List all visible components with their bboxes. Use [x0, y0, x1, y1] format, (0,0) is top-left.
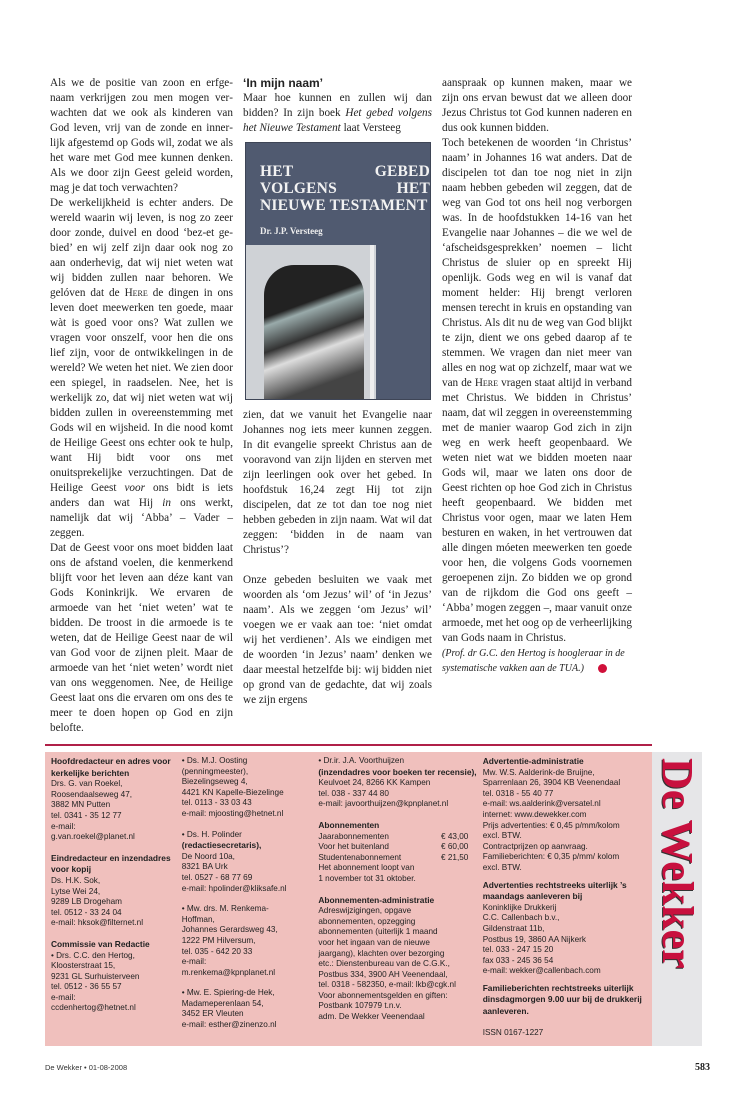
colophon-line: tel. 035 - 642 20 33: [181, 946, 253, 956]
colophon-line: ISSN 0167-1227: [482, 1027, 544, 1037]
colophon-line: De Noord 10a,: [181, 851, 235, 861]
colophon-line: • Ds. M.J. Oosting: [181, 756, 248, 765]
section-heading: ‘In mijn naam’: [243, 76, 324, 90]
colophon-heading: [318, 895, 478, 907]
end-bullet-icon: [598, 664, 607, 673]
colophon-heading-text: Abonnementen-administratie: [318, 894, 435, 905]
colophon-line: Gildenstraat 11b,: [482, 923, 545, 933]
colophon-line: • Mw. E. Spiering-de Hek,: [181, 988, 275, 998]
colophon-heading-text: Commissie van Redactie: [51, 938, 150, 949]
colophon-line: e-mail: hksok@filternet.nl: [51, 918, 144, 928]
colophon-line: Koninklijke Drukkerij: [482, 902, 557, 912]
colophon-heading: [483, 880, 646, 903]
colophon-line: Postbus 19, 3860 AA Nijkerk: [482, 934, 587, 944]
spacer: [182, 978, 315, 988]
colophon-heading-text: Advertenties rechtstreeks uiterlijk ’s maandags aanleveren bij: [482, 879, 627, 902]
colophon-line: excl. BTW.: [482, 862, 522, 872]
colophon-heading: [483, 756, 646, 768]
colophon-line: m.renkema@kpnplanet.nl: [181, 967, 276, 977]
colophon-line: Hoffman,: [181, 914, 215, 924]
colophon-column: [318, 756, 478, 1038]
colophon-line: • Drs. C.C. den Hertog,: [51, 950, 135, 960]
colophon-line: e-mail: esther@zinenzo.nl: [181, 1020, 277, 1030]
colophon-line: fax 033 - 245 36 54: [482, 955, 554, 965]
colophon-line: e-mail: hpolinder@kliksafe.nl: [181, 883, 287, 893]
colophon-line: 3882 MN Putten: [51, 800, 111, 810]
colophon-line: tel. 033 - 247 15 20: [482, 945, 554, 955]
colophon-heading-text: Advertentie-administratie: [482, 756, 584, 766]
colophon-line: Keulvoet 24, 8266 KK Kampen: [318, 778, 431, 788]
price-cell: € 43,00: [441, 831, 469, 841]
colophon-line: internet: www.dewekker.com: [482, 809, 587, 819]
colophon-line: Adreswijzigingen, opgave: [318, 906, 412, 916]
colophon-line: e-mail:: [181, 957, 207, 967]
paragraph: aanspraak op kunnen maken, maar we zijn ons ervan bewust dat we alleen door Jezus Christus tot God kunnen naderen en dus ook kunnen bidden.: [442, 77, 632, 134]
colophon-line: etc.: Dienstenbureau van de C.G.K.,: [318, 959, 450, 969]
colophon-heading-text: Abonnementen: [318, 819, 380, 830]
colophon-line: tel. 0318 - 582350, e-mail: lkb@cgk.nl: [318, 980, 456, 990]
colophon-line: Mw. W.S. Aalderink-de Bruijne,: [482, 767, 595, 777]
colophon-line: tel. 0318 - 55 40 77: [482, 788, 554, 798]
colophon-line: e-mail:: [51, 992, 76, 1002]
page-number: 583: [695, 1062, 710, 1074]
article: [50, 76, 632, 736]
book-author: Dr. J.P. Versteeg: [260, 226, 323, 236]
colophon-heading-text: (redactiesecretaris),: [181, 840, 262, 851]
price-row: [318, 853, 468, 864]
colophon-line: tel. 0527 - 68 77 69: [181, 872, 253, 882]
colophon-line: e-mail: mjoosting@hetnet.nl: [181, 808, 284, 818]
spacer: [483, 1018, 646, 1028]
colophon-line: adm. De Wekker Veenendaal: [318, 1012, 425, 1022]
colophon-heading: [51, 756, 178, 779]
colophon-line: Madameperenlaan 54,: [181, 998, 264, 1008]
colophon-column: [182, 756, 315, 1038]
price-row: [318, 832, 468, 843]
author-note: (Prof. dr G.C. den Hertog is hoogleraar in de systematische vakken aan de TUA.): [442, 648, 625, 674]
colophon-line: Ds. H.K. Sok,: [51, 875, 101, 885]
colophon-line: Het abonnement loopt van: [318, 863, 415, 873]
colophon-line: 3452 ER Vleuten: [181, 1009, 244, 1019]
colophon-line: abonnementen, opzegging: [318, 916, 416, 926]
paragraph: Onze gebeden besluiten we vaak met woorden als ‘om Jezus’ wil’ of ‘in Jezus’ naam’. Als we zeggen ‘om Jezus’ wil’ voegen we er vaak aan toe: ‘niet omdat wij het verdienen’. Als we eindigen met de woorden ‘in Jezus’ naam’ denken we daar meestal hetzelfde bij: wij bidden niet op grond van de gedachte, dat wij zoals we zijn ergens: [243, 574, 432, 706]
colophon-line: jaargang), klachten over bezorging: [318, 948, 445, 958]
colophon-line: tel. 0512 - 36 55 57: [51, 982, 122, 992]
colophon-line: voor het ingaan van de nieuwe: [318, 937, 430, 947]
spacer: [182, 894, 315, 904]
colophon-line: Kloosterstraat 15,: [51, 961, 116, 971]
paragraph: Toch betekenen de woorden ‘in Christus’ naam’ in Johannes 16 wat anders. Dat de discipelen tot dan toe nog niet in zijn naam hebben gebeden wil zeggen, dat de weg van God tot ons heil nog verborgen was. In de hoofdstukken 14-16 van het Evangelie naar Johannes – die we wel de ‘afscheidsgesprekken’ noemen – licht Christus de sluier op en spreekt Hij openlijk. Gods weg en wil is vanaf dat moment helder: Hij brengt verloren mensen terecht in kruis en opstanding van Christus. Als dit nu de weg van God blijkt te zijn, dient we ons gebed daarop af te stemmen. We vragen dan niet meer van alles en nog wat op zichzelf, maar wat we van de Here vragen staat altijd in verband met Christus. We bidden in Christus’ naam, dat wil zeggen in overeenstemming met de manier waarop God zich in zijn weg en werk heeft geopenbaard. We weten niet wat we bidden moeten naar Gods wil, maar we laten ons door de Geest richten op hoe God zich in Christus heeft geopenbaard. We bidden met Christus voor ogen, maar we laten Hem besturen en waken, in het vertrouwen dat alle dingen móeten meewerken ten goede voor hen, die volgens Gods voornemen geroepenen zijn. Zo bidden we op grond van de rijkdom die God ons geeft – ‘Abba’ mogen zeggen –, maar vanuit onze armoede, met het oog op de verheerlijking van Gods naam in Christus.: [442, 137, 633, 644]
article-column-2: [243, 76, 432, 708]
spacer: [51, 929, 178, 939]
book-cover-image: [245, 142, 431, 400]
article-column-1: [50, 76, 233, 736]
colophon-line: tel. 0512 - 33 24 04: [51, 907, 122, 917]
spacer: [318, 885, 478, 895]
colophon-heading: [318, 767, 478, 779]
colophon-line: • Mw. drs. M. Renkema-: [181, 904, 269, 914]
colophon-line: e-mail: javoorthuijzen@kpnplanet.nl: [318, 799, 449, 809]
colophon-line: 9289 LB Drogeham: [51, 897, 123, 907]
paragraph: Dat de Geest voor ons moet bidden laat ons de afstand voelen, die kenmerkend blijft voor het leven aan déze kant van Gods Koninkrijk. We ervaren de armoede van het ‘niet weten’ wat te bidden. De troost in die armoede is te weten, dat de Heilige Geest naar de wil van God voor de zijnen pleit. Maar de armoede van het ‘niet weten’ wordt niet van ons weggenomen. Nee, de Heilige Geest laat ons die ervaren om ons des te meer te doen hopen op God en zijn belofte.: [50, 542, 233, 734]
colophon-line: tel. 038 - 337 44 80: [318, 788, 389, 798]
colophon-column: [483, 756, 646, 1038]
paragraph: De werkelijkheid is echter anders. De wereld waarin wij leven, is nog zo zeer door zonde, duivel en dood ‘bez-et gebied’ en wij zelf zijn daar ook nog zo aan onderhevig, dat wij niet weten wat wij bidden zullen naar behoren. We gelóven dat de Here de dingen in ons leven doet meewerken ten goede, maar wàt is goed voor ons? Wat zullen we vragen voor onszelf, voor hen die ons lief zijn, voor de ontwikkelingen in de wereld? We weten het niet. We zien door een spiegel, in raadselen. Nee, het is werkelijk zo, dat wij niet weten wat wij bidden zullen in overeenstemming met Gods wil en wijsheid. In die nood komt de Heilige Geest ons echter ook te hulp, want Hij bidt voor ons met onuitsprekelijke verzuchtingen. Dat de Heilige Geest voor ons bidt is iets anders dan wat Hij in ons werkt, namelijk dat wij ‘Abba’ – Vader – zeggen.: [50, 197, 234, 539]
colophon-line: 4421 KN Kapelle-Biezelinge: [181, 787, 284, 797]
colophon-heading: [51, 853, 178, 876]
colophon-line: e-mail:: [51, 821, 76, 831]
colophon-line: Postbus 334, 3900 AH Veenendaal,: [318, 969, 448, 979]
colophon-line: Contractprijzen op aanvraag.: [482, 841, 588, 851]
colophon-line: Prijs advertenties: € 0,45 p/mm/kolom: [482, 820, 620, 830]
price-row: [318, 842, 468, 853]
colophon-heading: [182, 840, 315, 852]
spacer: [51, 843, 178, 853]
colophon-heading: [318, 820, 478, 832]
colophon-line: 1222 PM Hilversum,: [181, 935, 256, 945]
logo-strip: [652, 752, 702, 1046]
paragraph: zien, dat we vanuit het Evangelie naar Johannes nog iets meer kunnen zeggen. In dit evangelie spreekt Christus aan de vooravond van zijn lijden en sterven met zijn leerlingen ook over het gebed. In hoofdstuk 16,24 zegt Hij tot zijn discipelen, dat ze tot dan toe nog niet hebben gebeden in zijn naam. Wat wil dat zeggen: ‘bidden in de naam van Christus’?: [243, 409, 432, 556]
masthead-logo: De Wekker: [653, 758, 702, 969]
colophon-line: Voor abonnementsgelden en giften:: [318, 990, 448, 1000]
price-cell: Voor het buitenland: [318, 842, 389, 852]
colophon-line: g.van.roekel@planet.nl: [51, 832, 135, 842]
colophon-line: (penningmeester),: [181, 766, 249, 776]
colophon-line: e-mail: ws.aalderink@versatel.nl: [482, 799, 601, 809]
colophon-heading: [51, 939, 178, 951]
footer-issue: De Wekker • 01-08-2008: [45, 1063, 128, 1073]
colophon-line: excl. BTW.: [482, 831, 522, 841]
paragraph: Maar hoe kunnen en zullen wij dan bidden? In zijn boek Het gebed volgens het Nieuwe Testament laat Versteeg: [243, 92, 432, 134]
price-cell: € 60,00: [441, 842, 469, 852]
spacer: [318, 810, 478, 820]
colophon-line: 8321 BA Urk: [181, 862, 228, 872]
cover-illustration: [246, 245, 376, 400]
divider: [45, 744, 652, 746]
colophon-heading-text: (inzendadres voor boeken ter recensie),: [318, 766, 477, 777]
colophon-line: tel. 0113 - 33 03 43: [181, 798, 252, 808]
colophon-line: tel. 0341 - 35 12 77: [51, 810, 122, 820]
colophon-line: • Dr.ir. J.A. Voorthuijzen: [318, 756, 405, 765]
colophon-line: C.C. Callenbach b.v.,: [482, 913, 560, 923]
colophon-line: Lytse Wei 24,: [51, 886, 101, 896]
book-title: HET GEBED VOLGENS HET NIEUWE TESTAMENT: [260, 163, 430, 214]
colophon-line: 1 november tot 31 oktober.: [318, 873, 416, 883]
footer: [45, 1062, 710, 1093]
colophon: [45, 752, 652, 1046]
colophon-line: Biezelingseweg 4,: [181, 777, 248, 787]
colophon-heading-text: Hoofdredacteur en adres voor kerkelijke berichten: [51, 756, 171, 778]
colophon-line: • Ds. H. Polinder: [181, 829, 242, 839]
article-column-3: [442, 76, 632, 676]
colophon-line: Sparrenlaan 26, 3904 KB Veenendaal: [482, 778, 621, 788]
colophon-line: Roosendaalseweg 47,: [51, 789, 133, 799]
colophon-line: Johannes Gerardsweg 43,: [181, 925, 278, 935]
colophon-line: 9231 GL Surhuisterveen: [51, 971, 140, 981]
price-cell: Studentenabonnement: [318, 852, 402, 862]
colophon-line: ccdenhertog@hetnet.nl: [51, 1003, 136, 1013]
colophon-line: Drs. G. van Roekel,: [51, 779, 123, 789]
colophon-area: [45, 752, 702, 1046]
spacer: [182, 820, 315, 830]
price-cell: Jaarabonnementen: [318, 831, 389, 841]
paragraph: Als we de positie van zoon en erfgenaam verkrijgen zou men mogen verwachten dat we ook als kinderen van God leven, vrij van de zonde en innerlijk afgestemd op Gods wil, zodat we als het ware met God mee kunnen denken. Als we door zijn Geest geleid worden, mag je dat toch verwachten?: [50, 77, 233, 194]
colophon-line: Postbank 107979 t.n.v.: [318, 1001, 402, 1011]
colophon-heading: [483, 983, 646, 1018]
price-cell: € 21,50: [441, 852, 469, 862]
colophon-heading-text: Familieberichten rechtstreeks uiterlijk dinsdagmorgen 9.00 uur bij de drukkerij aanleveren.: [482, 982, 642, 1017]
colophon-column: [51, 756, 178, 1038]
colophon-line: abonnementen (uiterlijk 1 maand: [318, 927, 438, 937]
colophon-line: Familieberichten: € 0,35 p/mm/ kolom: [482, 852, 620, 862]
colophon-line: e-mail: wekker@callenbach.com: [482, 966, 601, 976]
colophon-heading-text: Eindredacteur en inzendadres voor kopij: [51, 852, 171, 875]
